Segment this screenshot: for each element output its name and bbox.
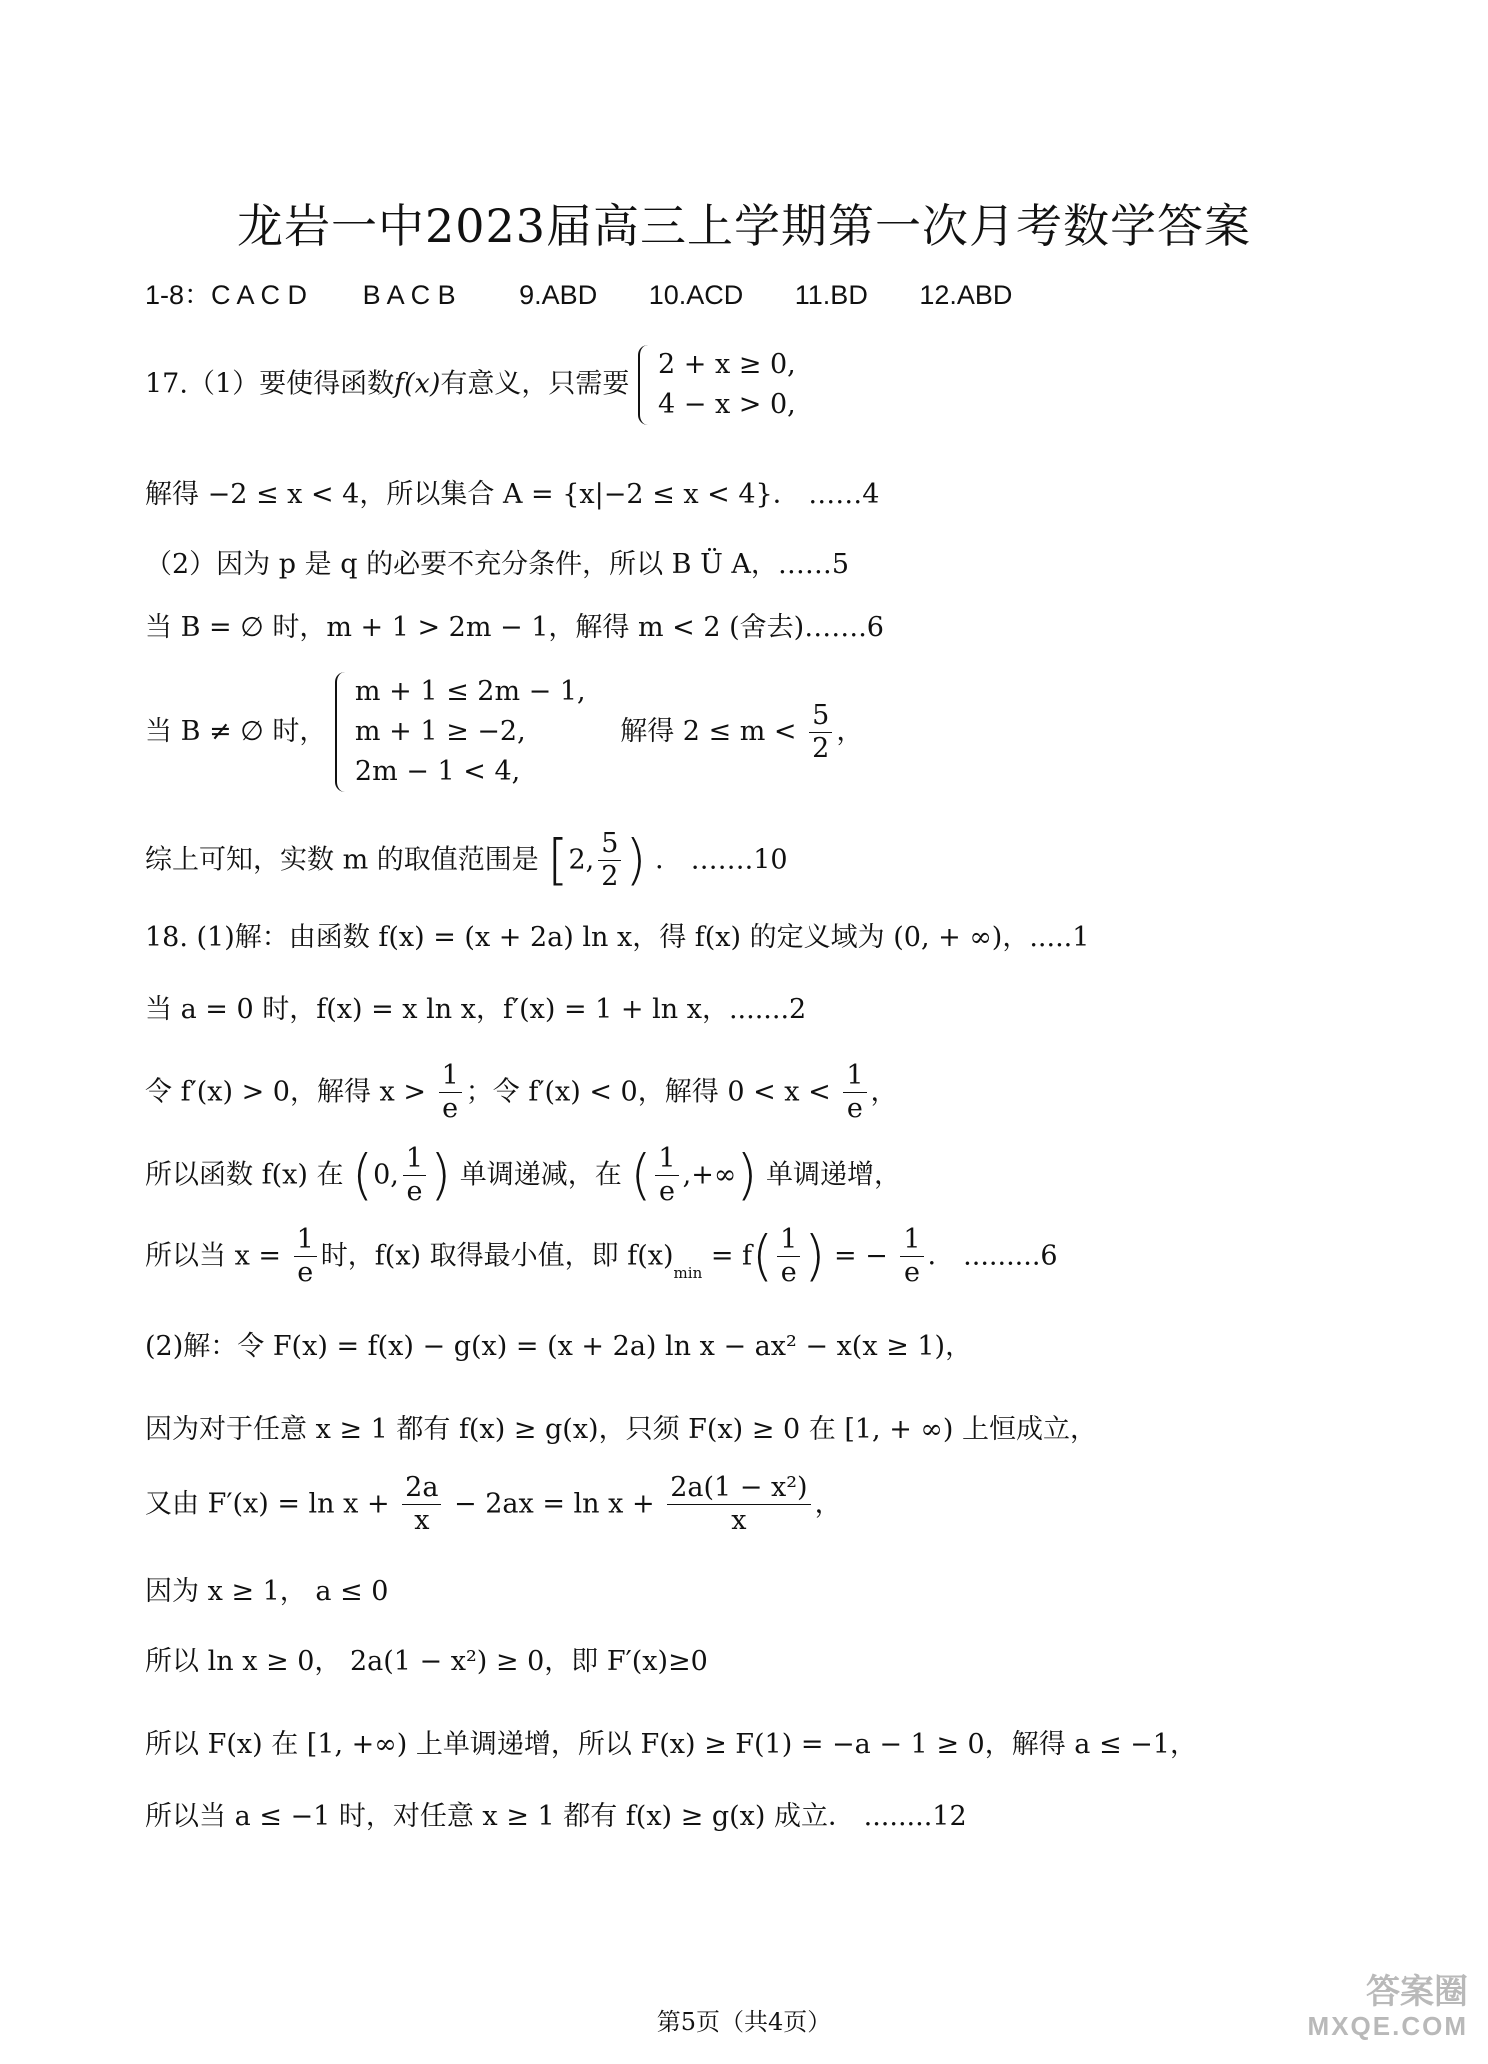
q18-line-12: 所以当 a ≤ −1 时，对任意 x ≥ 1 都有 f(x) ≥ g(x) 成立． ........12 <box>145 1801 967 1832</box>
q17-line-5: 当 B ≠ ∅ 时， m + 1 ≤ 2m − 1, m + 1 ≥ −2, 2m − 1 < 4, 解得 2 ≤ m < $\frac{5}{2}$ ， <box>145 672 863 792</box>
q18-line-3: 令 f′(x) > 0，解得 x > $\frac{1}{e}$ ；令 f′(x) < 0，解得 0 < x < $\frac{1}{e}$ ， <box>145 1060 898 1124</box>
answer-1-8b: B A C B <box>362 280 456 310</box>
q17-line-3: （2）因为 p 是 q 的必要不充分条件，所以 B Ü A，……5 <box>145 549 850 580</box>
q17-line-2: 解得 −2 ≤ x < 4，所以集合 A = {x|−2 ≤ x < 4}． ……4 <box>145 479 880 510</box>
answer-10: 10.ACD <box>648 280 744 310</box>
watermark-logo: 答案圈 MXQE.COM <box>1307 1973 1468 2041</box>
q17-line-4: 当 B = ∅ 时，m + 1 > 2m − 1，解得 m < 2 (舍去)…….6 <box>145 612 884 643</box>
q18-line-1: 18. (1)解：由函数 f(x) = (x + 2a) ln x，得 f(x) 的定义域为 (0, + ∞)，.....1 <box>145 922 1090 953</box>
q18-line-8: 又由 F′(x) = ln x + $\frac{2a}{x}$ − 2ax = ln x + $\frac{\text{2a(1 − x²)}}{x}$ ， <box>145 1472 842 1536</box>
answer-1-8a: 1-8：C A C D <box>145 280 308 310</box>
answer-9: 9.ABD <box>519 280 598 310</box>
q17-system-1: 2 + x ≥ 0, 4 − x > 0, <box>638 345 796 425</box>
answer-11: 11.BD <box>794 280 868 310</box>
q17-line-1: 17.（1）要使得函数f(x)有意义，只需要 2 + x ≥ 0, 4 − x > 0, <box>145 345 796 425</box>
q18-line-11: 所以 F(x) 在 [1, +∞) 上单调递增，所以 F(x) ≥ F(1) = −a − 1 ≥ 0，解得 a ≤ −1， <box>145 1729 1197 1760</box>
q17-line-6: 综上可知，实数 m 的取值范围是 [2, $\frac{5}{2}$ ) ． …….10 <box>145 828 788 892</box>
q18-line-7: 因为对于任意 x ≥ 1 都有 f(x) ≥ g(x)，只须 F(x) ≥ 0 在 [1, + ∞) 上恒成立， <box>145 1414 1098 1445</box>
q18-line-9: 因为 x ≥ 1， a ≤ 0 <box>145 1576 389 1607</box>
q18-line-2: 当 a = 0 时，f(x) = x ln x，f′(x) = 1 + ln x，.......2 <box>145 994 807 1025</box>
fraction-five-halves: $\frac{5}{2}$ <box>809 700 832 765</box>
answer-row <box>145 275 1012 315</box>
q18-line-4: 所以函数 f(x) 在 (0, $\frac{1}{e}$ ) 单调递减，在 ( $\frac{1}{e}$ ,+∞) 单调递增， <box>145 1143 901 1207</box>
q17-system-2: m + 1 ≤ 2m − 1, m + 1 ≥ −2, 2m − 1 < 4, <box>335 672 586 792</box>
page-footer: 第5页（共4页） <box>656 2008 832 2036</box>
q18-line-6: (2)解：令 F(x) = f(x) − g(x) = (x + 2a) ln x − ax² − x(x ≥ 1)， <box>145 1331 973 1362</box>
answer-12: 12.ABD <box>919 280 1013 310</box>
q18-line-5: 所以当 x = $\frac{1}{e}$ 时，f(x) 取得最小值，即 $f(x)_{min} = f$( $\frac{1}{e}$ ) = − $\frac{1}{e}$ ． .........6 <box>145 1224 1058 1288</box>
page-title: 龙岩一中2023届高三上学期第一次月考数学答案 <box>236 199 1252 253</box>
q18-line-10: 所以 ln x ≥ 0， 2a(1 − x²) ≥ 0，即 F′(x)≥0 <box>145 1646 708 1677</box>
